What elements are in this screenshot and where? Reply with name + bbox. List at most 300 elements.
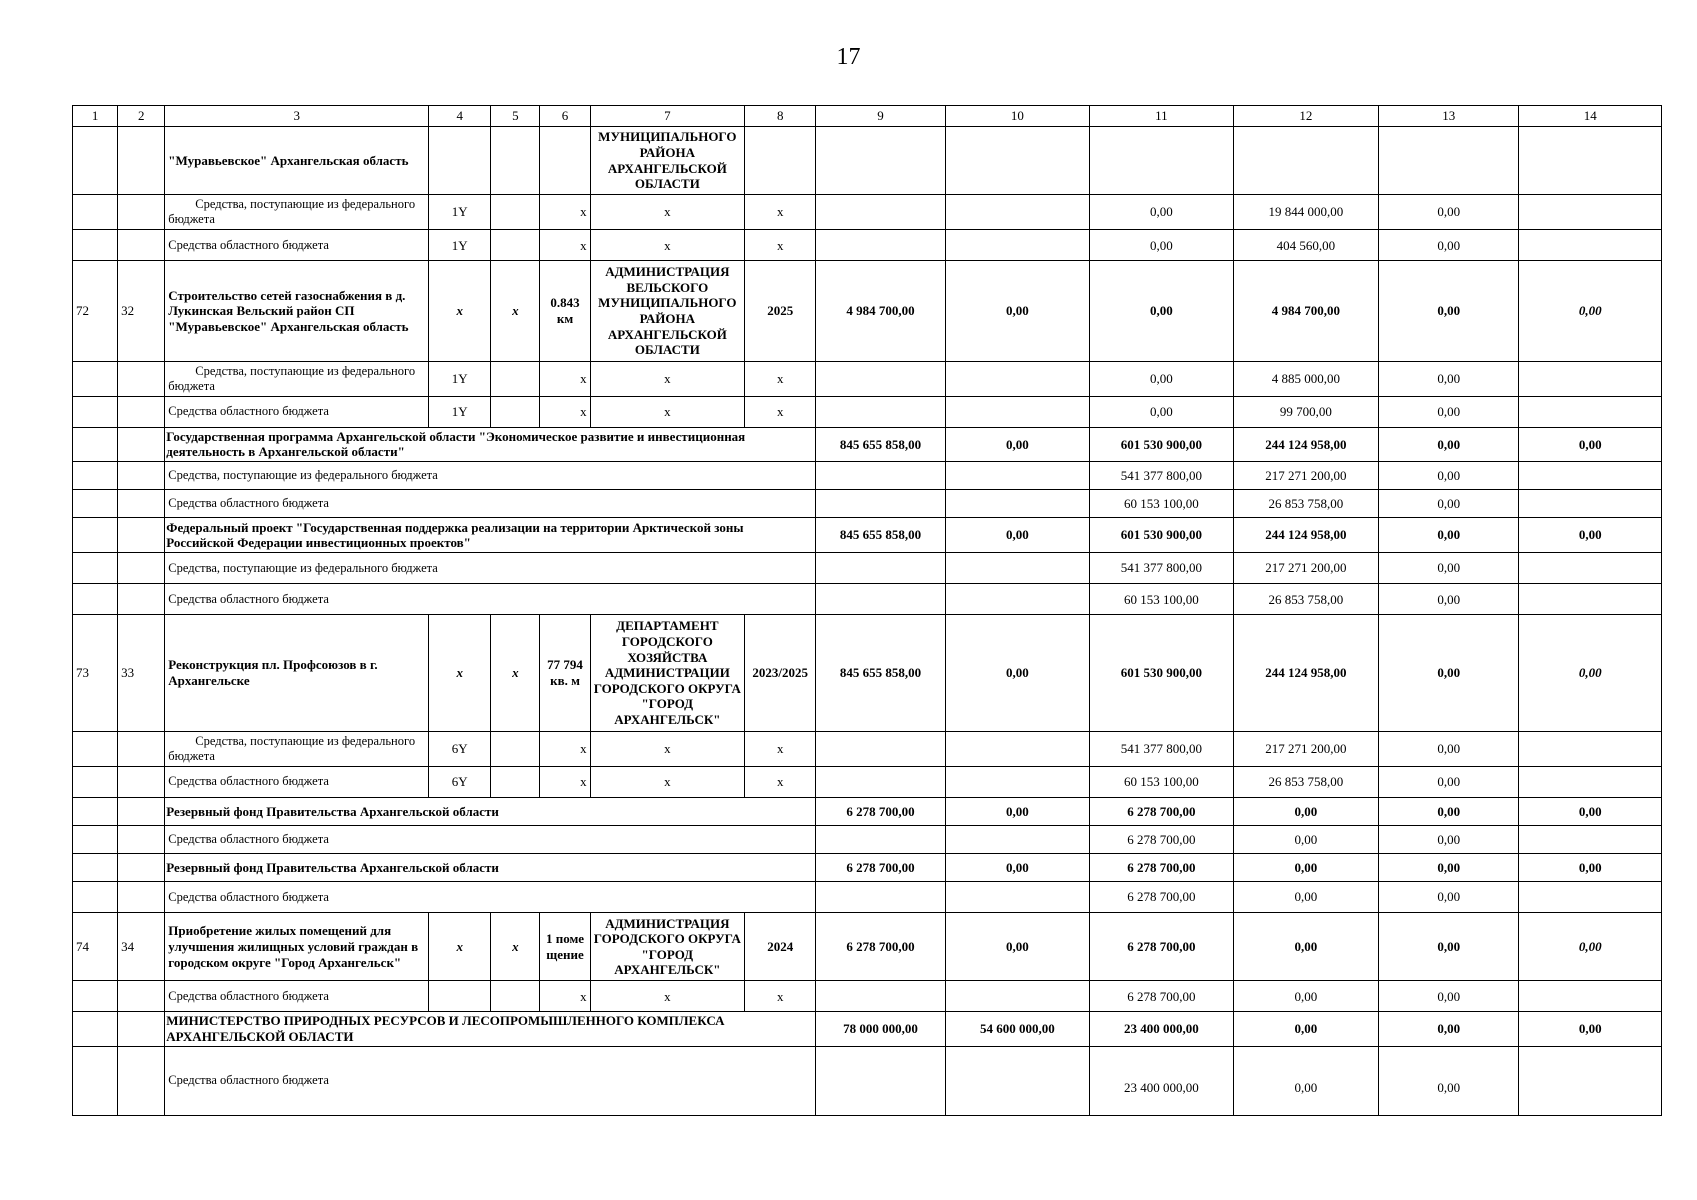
funding-source-cell: Средства областного бюджета — [165, 490, 816, 518]
amount-cell: 6 278 700,00 — [1090, 853, 1233, 881]
funding-source-cell: Средства областного бюджета — [165, 584, 816, 615]
amount-cell: 26 853 758,00 — [1233, 766, 1378, 797]
amount-cell: 60 153 100,00 — [1090, 584, 1233, 615]
amount-cell: 0,00 — [1379, 981, 1519, 1012]
amount-cell: 4 984 700,00 — [1233, 261, 1378, 361]
cell: x — [590, 195, 744, 230]
amount-cell: 0,00 — [945, 518, 1089, 553]
row-number-cell: 33 — [118, 615, 165, 731]
amount-cell: 54 600 000,00 — [945, 1012, 1089, 1046]
cell — [816, 553, 945, 584]
amount-cell: 99 700,00 — [1233, 396, 1378, 427]
capacity-cell: 77 794 кв. м — [540, 615, 590, 731]
table-row — [73, 261, 1662, 361]
cell — [118, 825, 165, 853]
cell — [118, 553, 165, 584]
amount-cell: 601 530 900,00 — [1090, 427, 1233, 461]
cell — [1519, 127, 1662, 195]
cell — [540, 127, 590, 195]
cell — [73, 361, 118, 396]
cell — [491, 731, 540, 766]
cell — [73, 230, 118, 261]
funding-source-cell: Средства, поступающие из федерального бюджета — [165, 553, 816, 584]
cell — [491, 981, 540, 1012]
amount-cell: 0,00 — [1233, 853, 1378, 881]
funding-source-cell: Средства, поступающие из федерального бюджета — [165, 462, 816, 490]
amount-cell: 845 655 858,00 — [816, 427, 945, 461]
amount-cell: 78 000 000,00 — [816, 1012, 945, 1046]
amount-cell: 541 377 800,00 — [1090, 462, 1233, 490]
cell — [816, 230, 945, 261]
cell — [118, 1012, 165, 1046]
cell — [73, 882, 118, 913]
table-row — [73, 825, 1662, 853]
fund-title-cell: Резервный фонд Правительства Архангельской области — [165, 797, 816, 825]
amount-cell: 0,00 — [1379, 490, 1519, 518]
amount-cell: 244 124 958,00 — [1233, 615, 1378, 731]
amount-cell: 0,00 — [1379, 361, 1519, 396]
cell — [1233, 127, 1378, 195]
cell — [118, 127, 165, 195]
program-row — [73, 797, 1662, 825]
cell — [118, 981, 165, 1012]
row-number-cell: 74 — [73, 913, 118, 981]
cell — [816, 825, 945, 853]
amount-cell: 601 530 900,00 — [1090, 615, 1233, 731]
cell — [73, 462, 118, 490]
amount-cell: 6 278 700,00 — [1090, 913, 1233, 981]
amount-cell: 845 655 858,00 — [816, 518, 945, 553]
cell — [816, 584, 945, 615]
cell — [118, 1046, 165, 1115]
cell — [945, 127, 1089, 195]
cell — [118, 882, 165, 913]
cell — [73, 1046, 118, 1115]
cell — [816, 195, 945, 230]
organization-cell: ДЕПАРТАМЕНТ ГОРОДСКОГО ХОЗЯЙСТВА АДМИНИСТРАЦИИ ГОРОДСКОГО ОКРУГА "ГОРОД АРХАНГЕЛЬСК" — [590, 615, 744, 731]
cell — [73, 766, 118, 797]
cell: x — [429, 913, 491, 981]
cell: x — [745, 766, 816, 797]
header-cell: 10 — [945, 106, 1089, 127]
cell: x — [491, 615, 540, 731]
table-row — [73, 490, 1662, 518]
cell — [945, 361, 1089, 396]
amount-cell: 6 278 700,00 — [816, 853, 945, 881]
cell — [1519, 1046, 1662, 1115]
cell — [118, 396, 165, 427]
program-row — [73, 853, 1662, 881]
cell — [429, 981, 491, 1012]
cell — [816, 462, 945, 490]
year-cell: 2023/2025 — [745, 615, 816, 731]
amount-cell: 0,00 — [1233, 797, 1378, 825]
amount-cell: 0,00 — [1519, 518, 1662, 553]
amount-cell: 4 984 700,00 — [816, 261, 945, 361]
program-row — [73, 427, 1662, 461]
amount-cell: 0,00 — [1379, 230, 1519, 261]
cell — [816, 766, 945, 797]
header-cell: 1 — [73, 106, 118, 127]
amount-cell: 0,00 — [1379, 825, 1519, 853]
amount-cell: 23 400 000,00 — [1090, 1046, 1233, 1115]
cell — [118, 797, 165, 825]
table-row — [73, 553, 1662, 584]
cell — [73, 797, 118, 825]
amount-cell: 541 377 800,00 — [1090, 553, 1233, 584]
amount-cell: 6 278 700,00 — [1090, 797, 1233, 825]
cell — [945, 584, 1089, 615]
amount-cell: 0,00 — [1519, 913, 1662, 981]
cell — [1519, 361, 1662, 396]
object-name-cell: Приобретение жилых помещений для улучшения жилищных условий граждан в городском округе "Город Архангельск" — [165, 913, 429, 981]
cell: x — [540, 396, 590, 427]
cell: x — [540, 766, 590, 797]
cell — [118, 195, 165, 230]
table-row — [73, 127, 1662, 195]
amount-cell: 0,00 — [1379, 427, 1519, 461]
cell — [491, 361, 540, 396]
amount-cell: 6 278 700,00 — [1090, 825, 1233, 853]
cell — [73, 853, 118, 881]
budget-table — [72, 105, 1662, 1116]
cell — [118, 490, 165, 518]
amount-cell: 244 124 958,00 — [1233, 427, 1378, 461]
amount-cell: 0,00 — [1233, 825, 1378, 853]
cell — [118, 853, 165, 881]
program-row — [73, 518, 1662, 553]
cell — [73, 195, 118, 230]
table-row — [73, 230, 1662, 261]
cell: x — [590, 396, 744, 427]
cell — [945, 731, 1089, 766]
cell — [491, 127, 540, 195]
table-row — [73, 913, 1662, 981]
cell — [73, 1012, 118, 1046]
amount-cell: 0,00 — [1379, 396, 1519, 427]
funding-source-cell: Средства областного бюджета — [165, 396, 429, 427]
amount-cell: 0,00 — [1519, 797, 1662, 825]
header-cell: 14 — [1519, 106, 1662, 127]
amount-cell: 26 853 758,00 — [1233, 584, 1378, 615]
amount-cell: 0,00 — [1090, 261, 1233, 361]
cell — [1519, 766, 1662, 797]
cell — [945, 195, 1089, 230]
cell: x — [745, 981, 816, 1012]
cell — [945, 1046, 1089, 1115]
cell — [816, 361, 945, 396]
cell — [816, 981, 945, 1012]
amount-cell: 6 278 700,00 — [816, 797, 945, 825]
header-cell: 6 — [540, 106, 590, 127]
cell — [73, 584, 118, 615]
cell — [745, 127, 816, 195]
cell — [1090, 127, 1233, 195]
cell: x — [745, 731, 816, 766]
funding-source-cell: Средства областного бюджета — [165, 882, 816, 913]
amount-cell: 0,00 — [1379, 462, 1519, 490]
table-row — [73, 731, 1662, 766]
amount-cell: 404 560,00 — [1233, 230, 1378, 261]
cell — [73, 396, 118, 427]
amount-cell: 541 377 800,00 — [1090, 731, 1233, 766]
amount-cell: 244 124 958,00 — [1233, 518, 1378, 553]
header-cell: 12 — [1233, 106, 1378, 127]
cell: x — [491, 261, 540, 361]
cell: 6Y — [429, 766, 491, 797]
cell — [945, 766, 1089, 797]
table-row — [73, 361, 1662, 396]
funding-source-cell: Средства областного бюджета — [165, 230, 429, 261]
cell: x — [540, 195, 590, 230]
cell: x — [590, 766, 744, 797]
table-row — [73, 584, 1662, 615]
organization-cell: МУНИЦИПАЛЬНОГО РАЙОНА АРХАНГЕЛЬСКОЙ ОБЛАСТИ — [590, 127, 744, 195]
cell: 1Y — [429, 195, 491, 230]
amount-cell: 0,00 — [1090, 195, 1233, 230]
cell — [118, 518, 165, 553]
amount-cell: 0,00 — [1379, 797, 1519, 825]
cell: x — [429, 615, 491, 731]
amount-cell: 0,00 — [1519, 615, 1662, 731]
amount-cell: 0,00 — [1379, 731, 1519, 766]
amount-cell: 26 853 758,00 — [1233, 490, 1378, 518]
funding-source-cell: Средства областного бюджета — [165, 825, 816, 853]
table-row — [73, 882, 1662, 913]
cell — [73, 127, 118, 195]
table-row — [73, 615, 1662, 731]
funding-source-cell: Средства областного бюджета — [165, 1046, 816, 1115]
amount-cell: 0,00 — [1379, 195, 1519, 230]
cell: x — [745, 195, 816, 230]
cell: x — [491, 913, 540, 981]
cell — [816, 127, 945, 195]
cell: 1Y — [429, 396, 491, 427]
cell — [1519, 230, 1662, 261]
cell — [73, 731, 118, 766]
cell — [73, 553, 118, 584]
object-name-cell: "Муравьевское" Архангельская область — [165, 127, 429, 195]
row-number-cell: 73 — [73, 615, 118, 731]
cell — [118, 462, 165, 490]
header-cell: 11 — [1090, 106, 1233, 127]
header-cell: 4 — [429, 106, 491, 127]
amount-cell: 6 278 700,00 — [816, 913, 945, 981]
amount-cell: 0,00 — [1233, 882, 1378, 913]
amount-cell: 0,00 — [1233, 1012, 1378, 1046]
cell — [73, 825, 118, 853]
cell: x — [590, 981, 744, 1012]
cell — [816, 490, 945, 518]
cell — [73, 427, 118, 461]
cell — [1519, 396, 1662, 427]
amount-cell: 60 153 100,00 — [1090, 766, 1233, 797]
header-cell: 2 — [118, 106, 165, 127]
funding-source-cell: Средства, поступающие из федерального бюджета — [165, 731, 429, 766]
amount-cell: 0,00 — [1379, 1046, 1519, 1115]
object-name-cell: Реконструкция пл. Профсоюзов в г. Архангельске — [165, 615, 429, 731]
capacity-cell: 1 поме щение — [540, 913, 590, 981]
cell: x — [745, 230, 816, 261]
amount-cell: 0,00 — [945, 913, 1089, 981]
cell: x — [540, 361, 590, 396]
cell: 1Y — [429, 230, 491, 261]
cell — [1519, 553, 1662, 584]
amount-cell: 6 278 700,00 — [1090, 981, 1233, 1012]
cell — [816, 731, 945, 766]
cell — [816, 882, 945, 913]
amount-cell: 0,00 — [945, 797, 1089, 825]
header-cell: 5 — [491, 106, 540, 127]
cell — [945, 396, 1089, 427]
cell: 6Y — [429, 731, 491, 766]
amount-cell: 0,00 — [1379, 913, 1519, 981]
cell — [945, 825, 1089, 853]
cell — [1519, 825, 1662, 853]
amount-cell: 0,00 — [945, 427, 1089, 461]
cell — [73, 981, 118, 1012]
fund-title-cell: Резервный фонд Правительства Архангельской области — [165, 853, 816, 881]
amount-cell: 60 153 100,00 — [1090, 490, 1233, 518]
cell — [491, 766, 540, 797]
program-title-cell: Государственная программа Архангельской области "Экономическое развитие и инвестиционная деятельность в Архангельской области" — [165, 427, 816, 461]
amount-cell: 217 271 200,00 — [1233, 462, 1378, 490]
table-row — [73, 1046, 1662, 1115]
amount-cell: 0,00 — [1379, 853, 1519, 881]
cell: x — [745, 396, 816, 427]
cell: x — [590, 230, 744, 261]
amount-cell: 845 655 858,00 — [816, 615, 945, 731]
amount-cell: 0,00 — [945, 615, 1089, 731]
header-cell: 7 — [590, 106, 744, 127]
cell: x — [540, 981, 590, 1012]
table-row — [73, 195, 1662, 230]
ministry-title-cell: МИНИСТЕРСТВО ПРИРОДНЫХ РЕСУРСОВ И ЛЕСОПРОМЫШЛЕННОГО КОМПЛЕКСА АРХАНГЕЛЬСКОЙ ОБЛАСТИ — [165, 1012, 816, 1046]
amount-cell: 217 271 200,00 — [1233, 553, 1378, 584]
amount-cell: 0,00 — [945, 853, 1089, 881]
cell: x — [590, 361, 744, 396]
year-cell: 2024 — [745, 913, 816, 981]
cell — [491, 230, 540, 261]
amount-cell: 0,00 — [1233, 981, 1378, 1012]
cell — [1519, 731, 1662, 766]
object-name-cell: Строительство сетей газоснабжения в д. Лукинская Вельский район СП "Муравьевское" Архангельская область — [165, 261, 429, 361]
table-row — [73, 981, 1662, 1012]
amount-cell: 217 271 200,00 — [1233, 731, 1378, 766]
header-cell: 8 — [745, 106, 816, 127]
amount-cell: 0,00 — [1379, 584, 1519, 615]
cell — [118, 427, 165, 461]
cell — [118, 731, 165, 766]
cell — [429, 127, 491, 195]
amount-cell: 0,00 — [1379, 615, 1519, 731]
cell — [945, 230, 1089, 261]
funding-source-cell: Средства областного бюджета — [165, 981, 429, 1012]
cell — [1519, 490, 1662, 518]
cell — [1379, 127, 1519, 195]
cell — [816, 1046, 945, 1115]
cell — [118, 766, 165, 797]
table-row — [73, 462, 1662, 490]
amount-cell: 601 530 900,00 — [1090, 518, 1233, 553]
cell — [1519, 584, 1662, 615]
table-row — [73, 396, 1662, 427]
amount-cell: 0,00 — [1379, 518, 1519, 553]
amount-cell: 0,00 — [1233, 913, 1378, 981]
cell — [73, 518, 118, 553]
row-number-cell: 34 — [118, 913, 165, 981]
year-cell: 2025 — [745, 261, 816, 361]
amount-cell: 0,00 — [1519, 853, 1662, 881]
amount-cell: 0,00 — [1233, 1046, 1378, 1115]
amount-cell: 0,00 — [1090, 230, 1233, 261]
cell — [118, 361, 165, 396]
cell — [816, 396, 945, 427]
cell: x — [590, 731, 744, 766]
funding-source-cell: Средства, поступающие из федерального бюджета — [165, 361, 429, 396]
amount-cell: 0,00 — [1090, 396, 1233, 427]
amount-cell: 0,00 — [1090, 361, 1233, 396]
amount-cell: 0,00 — [1379, 553, 1519, 584]
cell — [491, 396, 540, 427]
table-row — [73, 766, 1662, 797]
cell — [118, 230, 165, 261]
organization-cell: АДМИНИСТРАЦИЯ ВЕЛЬСКОГО МУНИЦИПАЛЬНОГО РАЙОНА АРХАНГЕЛЬСКОЙ ОБЛАСТИ — [590, 261, 744, 361]
amount-cell: 0,00 — [945, 261, 1089, 361]
cell: x — [745, 361, 816, 396]
amount-cell: 0,00 — [1519, 1012, 1662, 1046]
amount-cell: 0,00 — [1379, 1012, 1519, 1046]
cell — [945, 490, 1089, 518]
cell: x — [540, 230, 590, 261]
amount-cell: 0,00 — [1379, 261, 1519, 361]
cell — [73, 490, 118, 518]
funding-source-cell: Средства, поступающие из федерального бюджета — [165, 195, 429, 230]
cell — [1519, 195, 1662, 230]
amount-cell: 4 885 000,00 — [1233, 361, 1378, 396]
cell — [1519, 981, 1662, 1012]
capacity-cell: 0.843 км — [540, 261, 590, 361]
amount-cell: 0,00 — [1519, 261, 1662, 361]
header-row — [73, 106, 1662, 127]
cell — [945, 462, 1089, 490]
amount-cell: 0,00 — [1379, 766, 1519, 797]
header-cell: 3 — [165, 106, 429, 127]
row-number-cell: 32 — [118, 261, 165, 361]
program-row — [73, 1012, 1662, 1046]
header-cell: 9 — [816, 106, 945, 127]
amount-cell: 6 278 700,00 — [1090, 882, 1233, 913]
amount-cell: 0,00 — [1519, 427, 1662, 461]
cell — [1519, 882, 1662, 913]
organization-cell: АДМИНИСТРАЦИЯ ГОРОДСКОГО ОКРУГА "ГОРОД АРХАНГЕЛЬСК" — [590, 913, 744, 981]
row-number-cell: 72 — [73, 261, 118, 361]
amount-cell: 23 400 000,00 — [1090, 1012, 1233, 1046]
amount-cell: 0,00 — [1379, 882, 1519, 913]
page-number: 17 — [836, 44, 861, 70]
cell — [491, 195, 540, 230]
amount-cell: 19 844 000,00 — [1233, 195, 1378, 230]
cell — [945, 882, 1089, 913]
header-cell: 13 — [1379, 106, 1519, 127]
project-title-cell: Федеральный проект "Государственная поддержка реализации на территории Арктической зоны Российской Федерации инвестиционных проектов" — [165, 518, 816, 553]
cell: x — [429, 261, 491, 361]
cell: 1Y — [429, 361, 491, 396]
funding-source-cell: Средства областного бюджета — [165, 766, 429, 797]
cell — [945, 553, 1089, 584]
cell — [118, 584, 165, 615]
cell: x — [540, 731, 590, 766]
